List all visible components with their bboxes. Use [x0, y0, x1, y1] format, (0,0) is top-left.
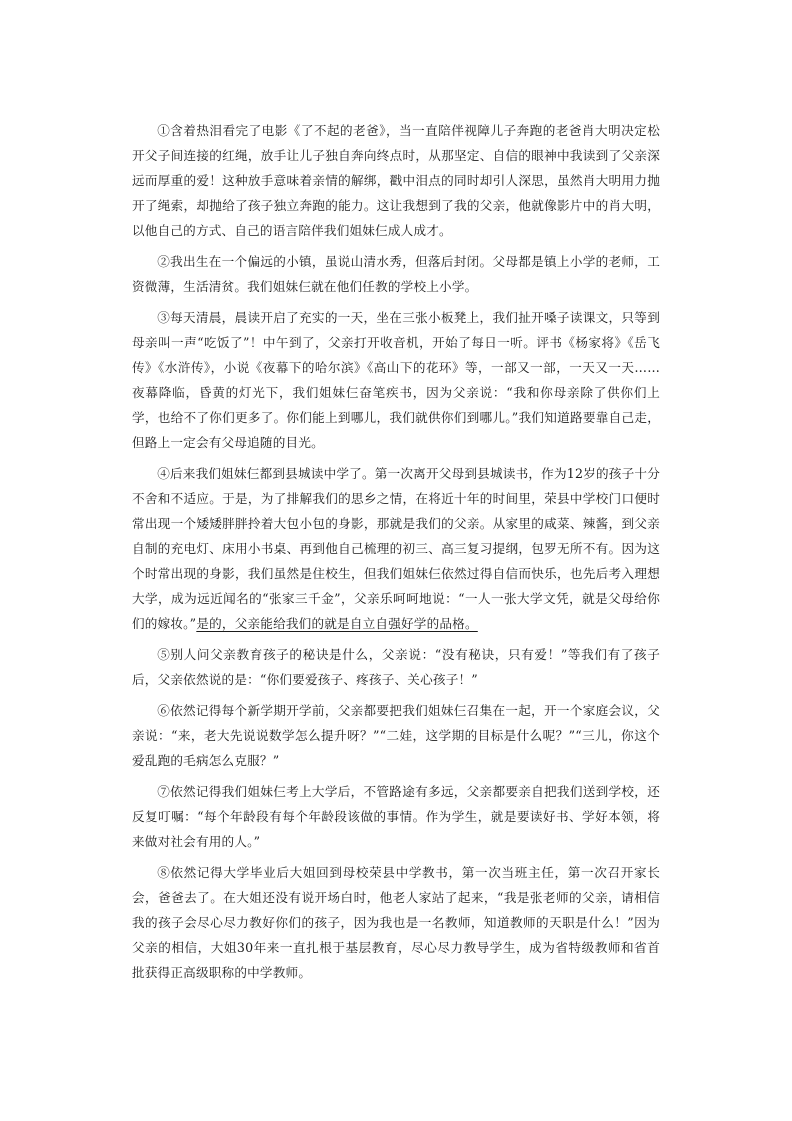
document-page	[132, 118, 660, 991]
paragraph-7: ⑦依然记得我们姐妹仨考上大学后，不管路途有多远，父亲都要亲自把我们送到学校，还反复叮嘱：“每个年龄段有每个年龄段该做的事情。作为学生，就是要读好书、学好本领，将来做对社会有用的人。”	[132, 784, 660, 849]
paragraph-3: ③每天清晨，晨读开启了充实的一天，坐在三张小板凳上，我们扯开嗓子读课文，只等到母亲叫一声“吃饭了”！中午到了，父亲打开收音机，开始了每日一听。评书《杨家将》《岳飞传》《水浒传》，小说《夜幕下的哈尔滨》《高山下的花环》等，一部又一部，一天又一天……夜幕降临，昏黄的灯光下，我们姐妹仨奋笔疾书，因为父亲说：“我和你母亲除了供你们上学，也给不了你们更多了。你们能上到哪儿，我们就供你们到哪儿。”我们知道路要靠自己走，但路上一定会有父母追随的目光。	[132, 310, 660, 450]
underlined-sentence: 是的，父亲能给我们的就是自立自强好学的品格。	[196, 616, 478, 631]
paragraph-6: ⑥依然记得每个新学期开学前，父亲都要把我们姐妹仨召集在一起，开一个家庭会议，父亲说：“来，老大先说说数学怎么提升呀？”“二娃，这学期的目标是什么呢？”“三儿，你这个爱乱跑的毛病怎么克服？”	[132, 703, 660, 768]
paragraph-4-text: ④后来我们姐妹仨都到县城读中学了。第一次离开父母到县城读书，作为12岁的孩子十分不舍和不适应。于是，为了排解我们的思乡之情，在将近十年的时间里，荣县中学校门口便时常出现一个矮矮胖胖拎着大包小包的身影，那就是我们的父亲。从家里的咸菜、辣酱，到父亲自制的充电灯、床用小书桌、再到他自己梳理的初三、高三复习提纲，包罗无所不有。因为这个时常出现的身影，我们虽然是住校生，但我们姐妹仨依然过得自信而快乐，也先后考入理想大学，成为远近闻名的“张家三千金”，父亲乐呵呵地说：“一人一张大学文凭，就是父母给你们的嫁妆。”	[132, 466, 660, 631]
paragraph-2: ②我出生在一个偏远的小镇，虽说山清水秀，但落后封闭。父母都是镇上小学的老师，工资微薄，生活清贫。我们姐妹仨就在他们任教的学校上小学。	[132, 254, 660, 294]
paragraph-5: ⑤别人问父亲教育孩子的秘诀是什么，父亲说：“没有秘诀，只有爱！”等我们有了孩子后，父亲依然说的是：“你们要爱孩子、疼孩子、关心孩子！”	[132, 647, 660, 687]
paragraph-4	[132, 461, 660, 636]
paragraph-1: ①含着热泪看完了电影《了不起的老爸》，当一直陪伴视障儿子奔跑的老爸肖大明决定松开父子间连接的红绳，放手让儿子独自奔向终点时，从那坚定、自信的眼神中我读到了父亲深远而厚重的爱！这种放手意味着亲情的解绑，戳中泪点的同时却引人深思，虽然肖大明用力抛开了绳索，却抛给了孩子独立奔跑的能力。这让我想到了我的父亲，他就像影片中的肖大明，以他自己的方式、自己的语言陪伴我们姐妹仨成人成才。	[132, 123, 660, 238]
paragraph-8: ⑧依然记得大学毕业后大姐回到母校荣县中学教书，第一次当班主任，第一次召开家长会，爸爸去了。在大姐还没有说开场白时，他老人家站了起来，“我是张老师的父亲，请相信我的孩子会尽心尽力教好你们的孩子，因为我也是一名教师，知道教师的天职是什么！”因为父亲的相信，大姐30年来一直扎根于基层教育，尽心尽力教导学生，成为省特级教师和省首批获得正高级职称的中学教师。	[132, 865, 660, 980]
